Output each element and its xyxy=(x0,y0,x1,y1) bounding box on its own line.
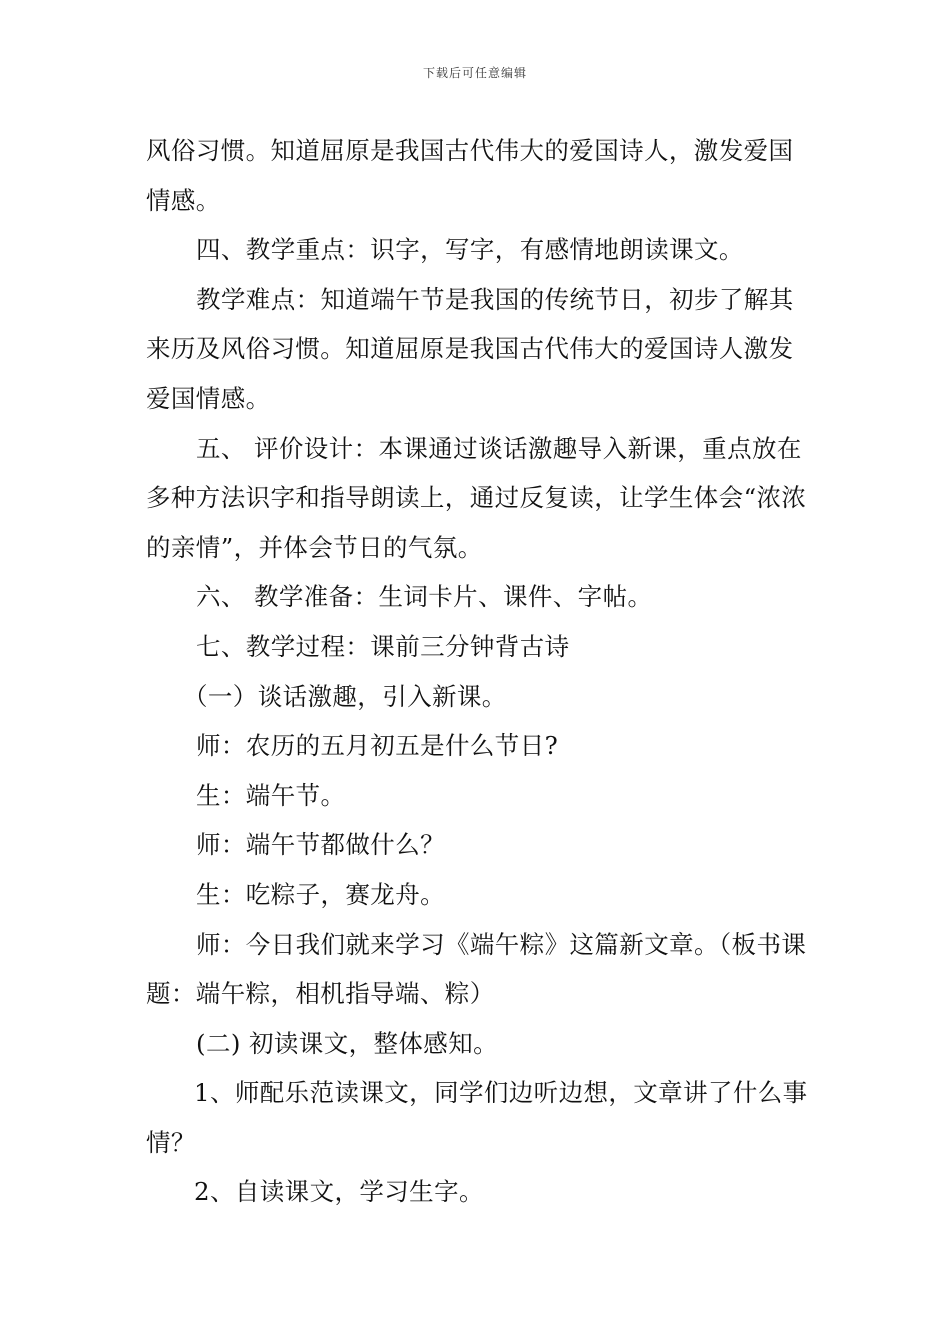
paragraph-dialogue-student-2: 生：吃粽子，赛龙舟。 xyxy=(196,879,445,909)
paragraph-section-two-heading: (二) 初读课文，整体感知。 xyxy=(196,1028,499,1058)
paragraph-teaching-focus: 四、教学重点：识字，写字，有感情地朗读课文。 xyxy=(196,235,744,265)
paragraph-evaluation-design: 五、 评价设计：本课通过谈话激趣导入新课，重点放在多种方法识字和指导朗读上，通过反复读，让学生体会“浓浓的亲情”，并体会节日的气氛。 xyxy=(146,433,807,562)
paragraph-section-one-heading: （一）谈话激趣，引入新课。 xyxy=(183,681,507,711)
paragraph-dialogue-student-1: 生：端午节。 xyxy=(196,780,346,810)
paragraph-step-1: 1、师配乐范读课文，同学们边听边想，文章讲了什么事情？ xyxy=(146,1078,808,1157)
paragraph-dialogue-teacher-2: 师：端午节都做什么？ xyxy=(196,830,445,860)
paragraph-dialogue-teacher-1: 师：农历的五月初五是什么节日? xyxy=(196,731,559,761)
paragraph-teaching-preparation: 六、 教学准备：生词卡片、课件、字帖。 xyxy=(196,582,653,612)
paragraph-customs-continued: 风俗习惯。知道屈原是我国古代伟大的爱国诗人，激发爱国情感。 xyxy=(146,136,794,215)
paragraph-dialogue-teacher-3: 师：今日我们就来学习《端午粽》这篇新文章。（板书课题：端午粽，相机指导端、粽） xyxy=(146,929,807,1009)
paragraph-step-2: 2、自读课文，学习生字。 xyxy=(194,1177,484,1207)
paragraph-teaching-difficulty: 教学难点：知道端午节是我国的传统节日，初步了解其来历及风俗习惯。知道屈原是我国古代伟大的爱国诗人激发爱国情感。 xyxy=(146,284,794,413)
paragraph-teaching-process: 七、教学过程：课前三分钟背古诗 xyxy=(196,631,570,661)
page-header: 下载后可任意编辑 xyxy=(422,66,527,80)
document-body xyxy=(146,126,808,1217)
